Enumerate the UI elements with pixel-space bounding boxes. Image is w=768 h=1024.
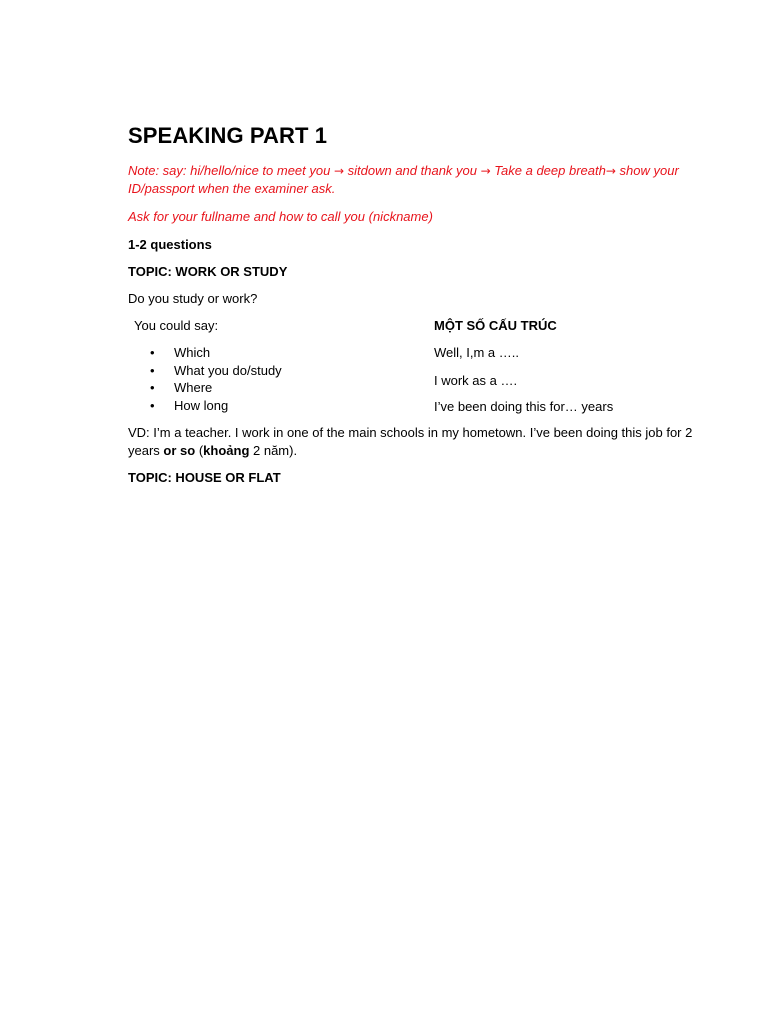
two-column-table <box>128 317 700 415</box>
bullet-icon: • <box>150 397 155 413</box>
question-text: Do you study or work? <box>128 291 258 306</box>
bullet-icon: • <box>150 345 155 360</box>
note-text-3: Take a deep breath <box>490 163 606 178</box>
list-item-text: What you do/study <box>174 362 282 378</box>
example-bold-1: or so <box>163 443 196 458</box>
document-page <box>128 122 700 486</box>
list-item <box>128 344 434 362</box>
topic-heading-work: TOPIC: WORK OR STUDY <box>128 264 288 279</box>
list-item-text: Which <box>174 345 211 360</box>
structure-item: Well, I,m a ….. <box>434 345 519 360</box>
bullet-icon: • <box>150 380 155 395</box>
arrow-right-icon: → <box>333 164 345 178</box>
example-paragraph <box>128 424 700 460</box>
example-text-1: VD: I’m a teacher. I work in one of the main schools in my hometown. I’ve been doing this job for 2 years <box>128 425 693 458</box>
table-column-left <box>128 317 434 415</box>
table-column-right <box>434 317 700 415</box>
questions-count: 1-2 questions <box>128 237 212 252</box>
arrow-right-icon: → <box>605 164 616 178</box>
example-text-2: ( <box>195 443 204 458</box>
page-title: SPEAKING PART 1 <box>128 123 328 148</box>
example-bold-2: khoảng <box>203 443 250 458</box>
list-item-text: How long <box>174 397 229 413</box>
note-paragraph <box>128 162 700 197</box>
list-item <box>128 397 434 415</box>
note-text-1: Note: say: hi/hello/nice to meet you <box>128 163 334 178</box>
topic-heading-house: TOPIC: HOUSE OR FLAT <box>128 470 281 485</box>
list-item-text: Where <box>174 380 213 395</box>
could-say-label: You could say: <box>134 318 219 333</box>
bullet-icon: • <box>150 362 155 378</box>
note-text-2: sitdown and thank you <box>344 163 481 178</box>
structure-item: I’ve been doing this for… years <box>434 399 614 414</box>
arrow-right-icon: → <box>480 164 491 178</box>
structure-item: I work as a …. <box>434 373 518 388</box>
note-text-4: show your ID/passport when the examiner ask. <box>128 163 679 196</box>
list-item <box>128 362 434 380</box>
bullet-list <box>128 344 434 414</box>
ask-paragraph: Ask for your fullname and how to call you (nickname) <box>128 209 433 224</box>
example-text-3: 2 năm). <box>249 443 298 458</box>
structures-heading: MỘT SỐ CẤU TRÚC <box>434 318 557 333</box>
list-item <box>128 379 434 397</box>
